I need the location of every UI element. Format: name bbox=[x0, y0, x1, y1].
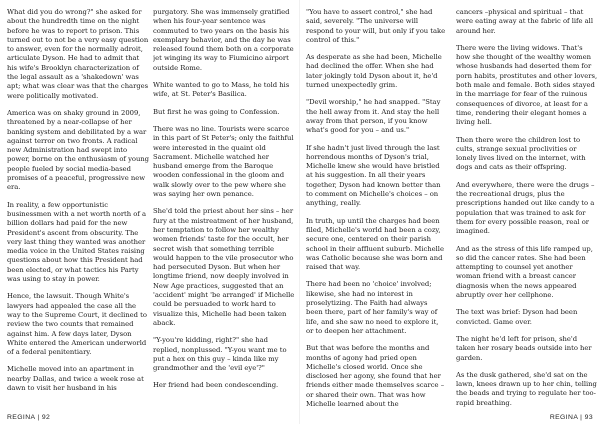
paragraph: Michelle moved into an apartment in nearby Dallas, and twice a week rose at dawn to visit her husband in his bbox=[7, 365, 144, 392]
left-page-column-2 bbox=[153, 8, 295, 399]
right-page bbox=[300, 8, 600, 421]
paragraph: Hence, the lawsuit. Though White's lawyers had appealed the case all the way to the Supreme Court, it declined to review the two counts that remained against him. A few days later, Dyson White entered the American underworld of a federal penitentiary. bbox=[7, 292, 147, 357]
paragraph: But that was before the months and months of agony had pried open Michelle's closed world. Once she disclosed her agony, she found that her friends either made themselves scarce – or shared their own. That was how Michelle learned about the bbox=[306, 344, 445, 408]
paragraph: Her friend had been condescending. bbox=[153, 381, 279, 390]
paragraph: And everywhere, there were the drugs – the recreational drugs, plus the prescriptions handed out like candy to a population that was trained to ask for them for every possible reason, real or imagined. bbox=[456, 180, 595, 236]
page-folio: REGINA | 93 bbox=[549, 414, 593, 421]
paragraph: "Y-you're kidding, right?" she had replied, nonplussed. "Y-you want me to put a hex on this guy – kinda like my grandmother and the 'evil eye'?" bbox=[153, 336, 287, 373]
page-folio: REGINA | 92 bbox=[7, 414, 51, 421]
paragraph: What did you do wrong?" she asked for about the hundredth time on the night before he was to report to prison. This turned out to not be a very easy question to answer, even for the normally adroit, articulate Dyson. He had to admit that his wife's Brooklyn characterization of the legal assault as a 'shakedown' was apt; what was clear was that the charges were politically motivated. bbox=[7, 8, 149, 100]
left-page-column-1 bbox=[7, 8, 149, 401]
paragraph: cancers –physical and spiritual – that were eating away at the fabric of life all around her. bbox=[456, 8, 593, 35]
paragraph: If she hadn't just lived through the last horrendous months of Dyson's trial, Michelle knew she would have bristled at his suggestion. In all their years together, Dyson had known better than to comment on Michelle's choices – on anything, really. bbox=[306, 143, 441, 208]
paragraph: Then there were the children lost to cults, strange sexual proclivities or lonely lives lived on the internet, with dogs and cats as their offspring. bbox=[456, 135, 586, 172]
left-page bbox=[0, 8, 300, 421]
paragraph: purgatory. She was immensely gratified when his four-year sentence was commuted to two years on the basis his exemplary behavior, and the day he was released found them both on a corporate jet winging its way to Fiumicino airport outside Rome. bbox=[153, 8, 294, 72]
paragraph: "Devil worship," he had snapped. "Stay the hell away from it. And stay the hell away from that person, if you know what's good for you – and us." bbox=[306, 98, 441, 135]
paragraph: There was no line. Tourists were scarce in this part of St Peter's; only the faithful were interested in the quaint old Sacrament. Michelle watched her husband emerge from the Baroque wooden confessional in the gloom and walk slowly over to the pew where she was saying her own penance. bbox=[153, 124, 294, 199]
paragraph: The night he'd left for prison, she'd taken her rosary beads outside into her garden. bbox=[456, 334, 592, 362]
paragraph: There had been no 'choice' involved; likewise, she had no interest in proselytizing. The Faith had always been there, part of her family's way of life, and she saw no need to explore it, or to deepen her attachment. bbox=[306, 280, 439, 335]
paragraph: The text was brief: Dyson had been convicted. Game over. bbox=[456, 308, 578, 326]
paragraph: She'd told the priest about her sins – her fury at the mistreatment of her husband, her temptation to follow her wealthy women friends' taste for the occult, her secret wish that something terrible would happen to the vile prosecutor who had persecuted Dyson. But when her longtime friend, now deeply involved in New Age practices, suggested that an 'accident' might 'be arranged' if Michelle could be persuaded to work hard to visualize this, Michelle had been taken aback. bbox=[153, 207, 295, 327]
right-page-column-1 bbox=[306, 8, 446, 417]
paragraph: As the dusk gathered, she'd sat on the lawn, knees drawn up to her chin, telling the beads and trying to regulate her too-rapid breathing. bbox=[456, 370, 597, 407]
paragraph: America was on shaky ground in 2009, threatened by a near-collapse of her banking system and debilitated by a war against terror on two fronts. A radical new Administration had swept into power, borne on the enthusiasm of young people fueled by social media-based promises of a peaceful, progressive new era. bbox=[7, 108, 149, 192]
paragraph: There were the living widows. That's how she thought of the wealthy women whose husbands had deserted them for porn habits, prostitutes and other lovers, both male and female. Both sides stayed in the marriage for fear of the ruinous consequences of divorce, at least for a time, rendering their elegant homes a living hell. bbox=[456, 43, 598, 127]
paragraph: "You have to assert control," she had said, severely. "The universe will respond to your will, but only if you take control of this." bbox=[306, 8, 446, 44]
paragraph: But first he was going to Confession. bbox=[153, 107, 280, 116]
paragraph: In reality, a few opportunistic businessmen with a net worth north of a billion dollars had paid for the new President's ascent from obscurity. The very last thing they wanted was another media voice in the United States raising questions about how this President had been elected, or what tactics his Party was using to stay in power. bbox=[7, 200, 146, 284]
paragraph: And as the stress of this life ramped up, so did the cancer rates. She had been attempting to counsel yet another woman friend with a breast cancer diagnosis when the news appeared abruptly over her cellphone. bbox=[456, 244, 593, 300]
paragraph: White wanted to go to Mass, he told his wife, at St. Peter's Basilica. bbox=[153, 81, 290, 99]
paragraph: As desperate as she had been, Michelle had declined the offer. When she had later jokingly told Dyson about it, he'd turned unexpectedly grim. bbox=[306, 53, 442, 90]
right-page-column-2 bbox=[456, 8, 598, 416]
paragraph: In truth, up until the charges had been filed, Michelle's world had been a cozy, secure one, centered on their parish school in their affluent suburb. Michelle was Catholic because she was born and raised that way. bbox=[306, 216, 444, 272]
